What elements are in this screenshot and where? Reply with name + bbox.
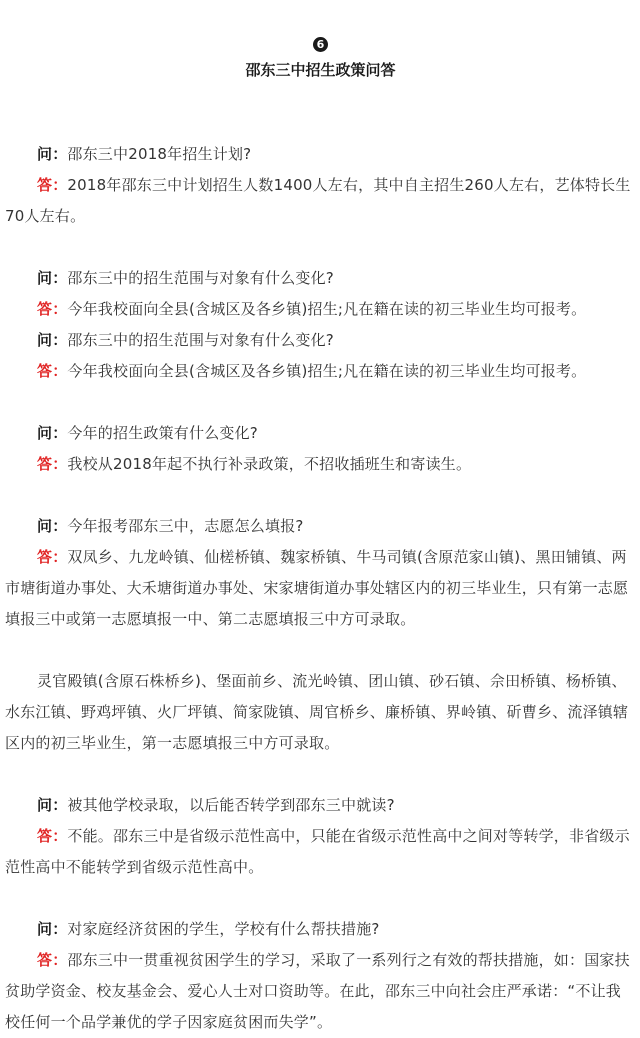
question-text: 今年报考邵东三中，志愿怎么填报?	[67, 517, 304, 535]
question	[5, 914, 636, 945]
answer-text: 2018年邵东三中计划招生人数1400人左右，其中自主招生260人左右，艺体特长生70人左右。	[5, 176, 631, 225]
answer	[5, 356, 636, 387]
spacer	[5, 635, 636, 666]
question-label: 问：	[37, 920, 68, 938]
answer-text: 不能。邵东三中是省级示范性高中，只能在省级示范性高中之间对等转学，非省级示范性高中不能转学到省级示范性高中。	[5, 827, 630, 876]
question	[5, 139, 636, 170]
answer-text: 今年我校面向全县(含城区及各乡镇)招生;凡在籍在读的初三毕业生均可报考。	[67, 362, 587, 380]
section-number-badge: 6	[313, 37, 328, 52]
answer-label: 答：	[37, 176, 68, 194]
section-marker	[5, 0, 636, 53]
answer	[5, 294, 636, 325]
qa-item	[5, 511, 636, 759]
spacer	[5, 387, 636, 418]
qa-item	[5, 418, 636, 480]
spacer	[5, 759, 636, 790]
question-label: 问：	[37, 145, 68, 163]
question	[5, 790, 636, 821]
answer-label: 答：	[37, 548, 68, 566]
answer-label: 答：	[37, 455, 68, 473]
spacer	[5, 232, 636, 263]
answer	[5, 170, 636, 232]
answer-text: 邵东三中一贯重视贫困学生的学习，采取了一系列行之有效的帮扶措施，如：国家扶贫助学资金、校友基金会、爱心人士对口资助等。在此，邵东三中向社会庄严承诺：“不让我校任何一个品学兼优的学子因家庭贫困而失学”。	[5, 951, 630, 1031]
question	[5, 325, 636, 356]
answer-label: 答：	[37, 951, 68, 969]
spacer	[5, 480, 636, 511]
question-text: 邵东三中的招生范围与对象有什么变化?	[67, 269, 334, 287]
answer	[5, 945, 636, 1038]
answer-text: 双凤乡、九龙岭镇、仙槎桥镇、魏家桥镇、牛马司镇(含原范家山镇)、黑田铺镇、两市塘街道办事处、大禾塘街道办事处、宋家塘街道办事处辖区内的初三毕业生，只有第一志愿填报三中或第一志愿填报一中、第二志愿填报三中方可录取。	[5, 548, 629, 628]
qa-item	[5, 325, 636, 387]
question-text: 被其他学校录取，以后能否转学到邵东三中就读?	[67, 796, 395, 814]
question-label: 问：	[37, 517, 68, 535]
question	[5, 263, 636, 294]
spacer	[5, 883, 636, 914]
answer-label: 答：	[37, 300, 68, 318]
question-label: 问：	[37, 269, 68, 287]
qa-item	[5, 790, 636, 883]
question	[5, 511, 636, 542]
answer	[5, 821, 636, 883]
question-label: 问：	[37, 331, 68, 349]
answer-text: 我校从2018年起不执行补录政策，不招收插班生和寄读生。	[67, 455, 472, 473]
qa-item	[5, 263, 636, 325]
question-text: 邵东三中2018年招生计划?	[67, 145, 252, 163]
page-title: 邵东三中招生政策问答	[245, 61, 396, 79]
answer	[5, 542, 636, 635]
qa-item	[5, 139, 636, 232]
answer-text: 今年我校面向全县(含城区及各乡镇)招生;凡在籍在读的初三毕业生均可报考。	[67, 300, 587, 318]
qa-list	[5, 139, 636, 1038]
answer	[5, 449, 636, 480]
qa-item	[5, 914, 636, 1038]
question-text: 邵东三中的招生范围与对象有什么变化?	[67, 331, 334, 349]
answer-continuation: 灵官殿镇(含原石株桥乡)、堡面前乡、流光岭镇、团山镇、砂石镇、佘田桥镇、杨桥镇、水东江镇、野鸡坪镇、火厂坪镇、简家陇镇、周官桥乡、廉桥镇、界岭镇、斫曹乡、流泽镇辖区内的初三毕业生，第一志愿填报三中方可录取。	[5, 672, 629, 752]
question	[5, 418, 636, 449]
question-text: 对家庭经济贫困的学生，学校有什么帮扶措施?	[67, 920, 380, 938]
answer-label: 答：	[37, 827, 68, 845]
answer-label: 答：	[37, 362, 68, 380]
question-label: 问：	[37, 796, 68, 814]
question-label: 问：	[37, 424, 68, 442]
question-text: 今年的招生政策有什么变化?	[67, 424, 258, 442]
